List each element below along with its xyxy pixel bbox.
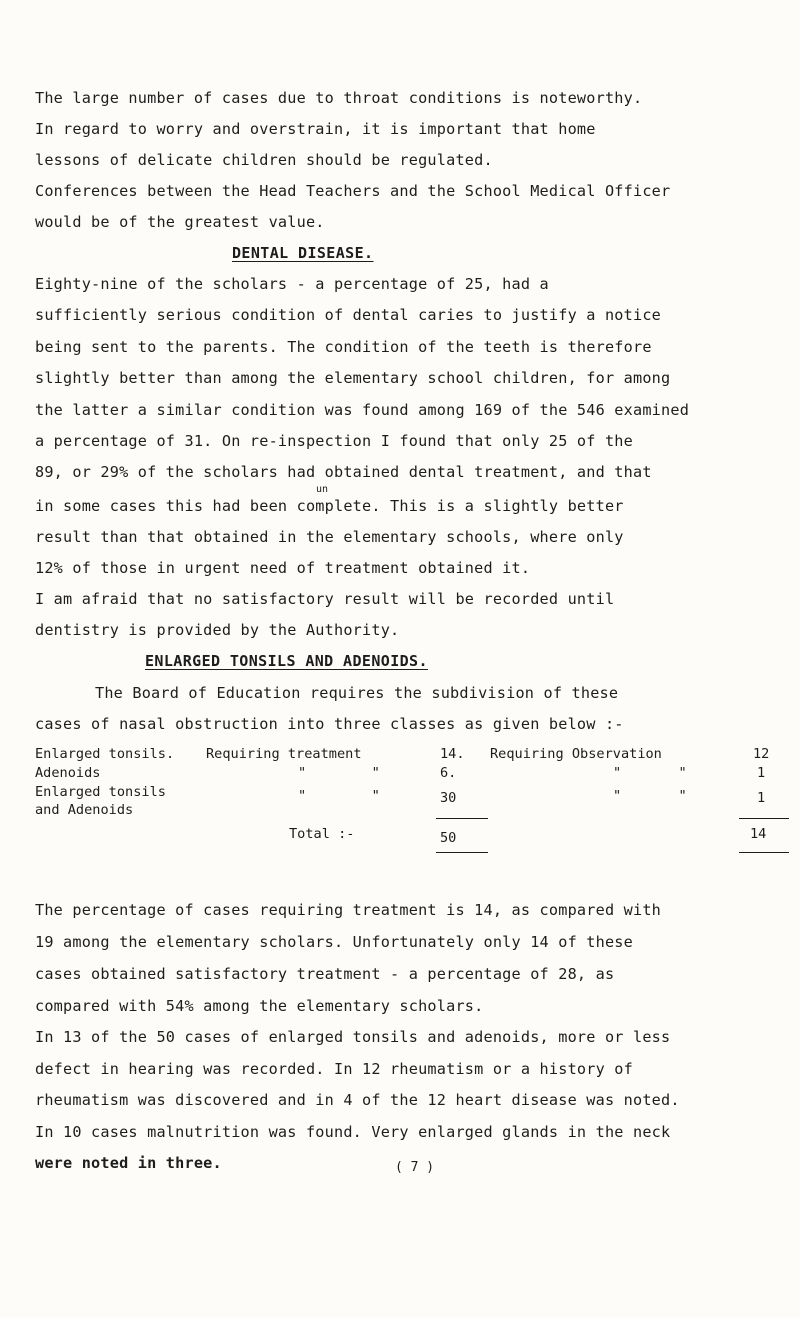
dental-line: 89, or 29% of the scholars had obtained dental treatment, and that (35, 463, 652, 481)
total-rule-top (739, 818, 789, 819)
table-condition: Enlarged tonsils (35, 784, 166, 800)
dental-line: the latter a similar condition was found among 169 of the 546 examined (35, 401, 690, 419)
insertion-mark: un (316, 484, 329, 495)
dental-heading: DENTAL DISEASE. (232, 244, 374, 262)
dental-line: result than that obtained in the elementary schools, where only (35, 528, 624, 546)
dental-line: in some cases this had been complete. This is a slightly better (35, 497, 624, 515)
table-observation-label: " " (613, 765, 687, 781)
closing-line: compared with 54% among the elementary scholars. (35, 997, 484, 1015)
dental-line: a percentage of 31. On re-inspection I found that only 25 of the (35, 432, 633, 450)
dental-line: slightly better than among the elementary school children, for among (35, 369, 671, 387)
table-observation-value: 12 (753, 746, 770, 762)
table-observation-value: 1 (757, 765, 766, 781)
table-treatment-value: 6. (440, 765, 457, 781)
dental-line: dentistry is provided by the Authority. (35, 621, 400, 639)
closing-line: were noted in three. (35, 1154, 222, 1172)
intro-line: Conferences between the Head Teachers and the School Medical Officer (35, 182, 671, 200)
table-treatment-value: 30 (440, 790, 457, 806)
closing-line: In 13 of the 50 cases of enlarged tonsils and adenoids, more or less (35, 1028, 671, 1046)
total-rule-bottom (436, 852, 488, 853)
intro-line: The large number of cases due to throat conditions is noteworthy. (35, 89, 643, 107)
dental-line: being sent to the parents. The condition of the teeth is therefore (35, 338, 652, 356)
table-observation-label: " " (613, 788, 687, 804)
closing-line: The percentage of cases requiring treatment is 14, as compared with (35, 901, 662, 919)
total-rule-bottom (739, 852, 789, 853)
dental-line: Eighty-nine of the scholars - a percentage of 25, had a (35, 275, 549, 293)
closing-line: In 10 cases malnutrition was found. Very enlarged glands in the neck (35, 1123, 671, 1141)
tonsils-heading: ENLARGED TONSILS AND ADENOIDS. (145, 652, 428, 670)
table-observation-label: Requiring Observation (490, 746, 662, 762)
table-total-observation: 14 (750, 826, 767, 842)
intro-line: In regard to worry and overstrain, it is important that home (35, 120, 596, 138)
table-total-label: Total :- (289, 826, 355, 842)
intro-line: lessons of delicate children should be regulated. (35, 151, 493, 169)
intro-line: would be of the greatest value. (35, 213, 325, 231)
tonsils-line: The Board of Education requires the subdivision of these (95, 684, 619, 702)
table-total-treatment: 50 (440, 830, 457, 846)
table-treatment-label: " " (298, 765, 380, 781)
table-observation-value: 1 (757, 790, 766, 806)
table-treatment-value: 14. (440, 746, 465, 762)
tonsils-line: cases of nasal obstruction into three classes as given below :- (35, 715, 624, 733)
dental-line: 12% of those in urgent need of treatment obtained it. (35, 559, 531, 577)
table-treatment-label: " " (298, 788, 380, 804)
closing-line: rheumatism was discovered and in 4 of the 12 heart disease was noted. (35, 1091, 680, 1109)
table-condition-continued: and Adenoids (35, 802, 134, 818)
closing-line: defect in hearing was recorded. In 12 rheumatism or a history of (35, 1060, 633, 1078)
dental-line: sufficiently serious condition of dental caries to justify a notice (35, 306, 662, 324)
dental-line: I am afraid that no satisfactory result will be recorded until (35, 590, 615, 608)
table-condition: Enlarged tonsils. (35, 746, 175, 762)
table-condition: Adenoids (35, 765, 101, 781)
closing-line: cases obtained satisfactory treatment - a percentage of 28, as (35, 965, 615, 983)
closing-line: 19 among the elementary scholars. Unfortunately only 14 of these (35, 933, 633, 951)
total-rule-top (436, 818, 488, 819)
table-treatment-label: Requiring treatment (206, 746, 362, 762)
page-number: ( 7 ) (395, 1160, 435, 1175)
